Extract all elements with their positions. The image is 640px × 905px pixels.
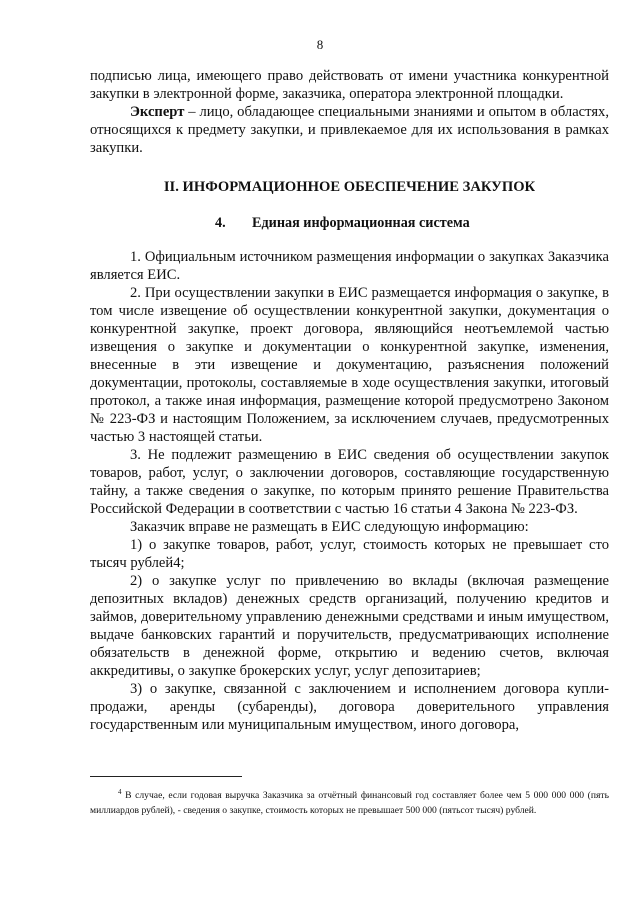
section-title: II. ИНФОРМАЦИОННОЕ ОБЕСПЕЧЕНИЕ ЗАКУПОК [163,179,536,195]
paragraph: 1) о закупке товаров, работ, услуг, стоимость которых не превышает сто тысяч рублей4; [90,537,609,571]
footnote-separator [90,776,242,777]
paragraph-expert [90,103,609,157]
subsection-title: Единая информационная система [252,215,470,231]
footnote-text: В случае, если годовая выручка Заказчика за отчётный финансовый год составляет более чем 5 000 000 000 (пять миллиардов рублей), - сведения о закупке, стоимость которых не превышает 500 000 (пятьсот тысяч) рублей. [90,790,609,817]
paragraph: 1. Официальным источником размещения информации о закупках Заказчика является ЕИС. [90,249,609,283]
paragraph: подписью лица, имеющего право действовать от имени участника конкурентной закупки в электронной форме, заказчика, оператора электронной площадки. [90,68,609,102]
paragraph: 2) о закупке услуг по привлечению во вклады (включая размещение депозитных вкладов) денежных средств организаций, получению кредитов и займов, доверительному управлению денежными средствами и иным имуществом, выдаче банковских гарантий и поручительств, предусматривающих исполнение обязательств в денежной форме, открытию и ведению счетов, включая аккредитивы, о закупке брокерских услуг, услуг депозитариев; [90,573,609,679]
term-expert: Эксперт [130,104,185,120]
paragraph: 3) о закупке, связанной с заключением и исполнением договора купли-продажи, аренды (субаренды), договора доверительного управления государственным или муниципальным имуществом, иного договора, [90,681,609,733]
term-expert-definition: – лицо, обладающее специальными знаниями и опытом в областях, относящихся к предмету закупки, и привлекаемое для их использования в рамках закупки. [90,104,609,156]
page-number: 8 [316,37,324,52]
footnote [90,785,609,818]
paragraph: Заказчик вправе не размещать в ЕИС следующую информацию: [130,519,529,535]
subsection-number: 4. [215,215,226,231]
footnote-mark: 4 [118,788,122,796]
subsection-heading [90,214,609,232]
paragraph: 3. Не подлежит размещению в ЕИС сведения об осуществлении закупок товаров, работ, услуг, о заключении договоров, составляющие государственную тайну, а также сведения о закупке, по которым принято решение Правительства Российской Федерации в соответствии с частью 16 статьи 4 Закона № 223-ФЗ. [90,447,609,517]
document-body [90,67,609,734]
paragraph: 2. При осуществлении закупки в ЕИС размещается информация о закупке, в том числе извещение об осуществлении конкурентной закупки, документация о конкурентной закупке, проект договора, являющийся неотъемлемой частью извещения о закупке и документации о конкурентной закупке, изменения, внесенные в эти извещение и документацию, разъяснения положений документации, протоколы, составляемые в ходе осуществления закупки, итоговый протокол, а также иная информация, размещение которой предусмотрено Законом № 223-ФЗ и настоящим Положением, за исключением случаев, предусмотренных частью 3 настоящей статьи. [90,285,609,445]
